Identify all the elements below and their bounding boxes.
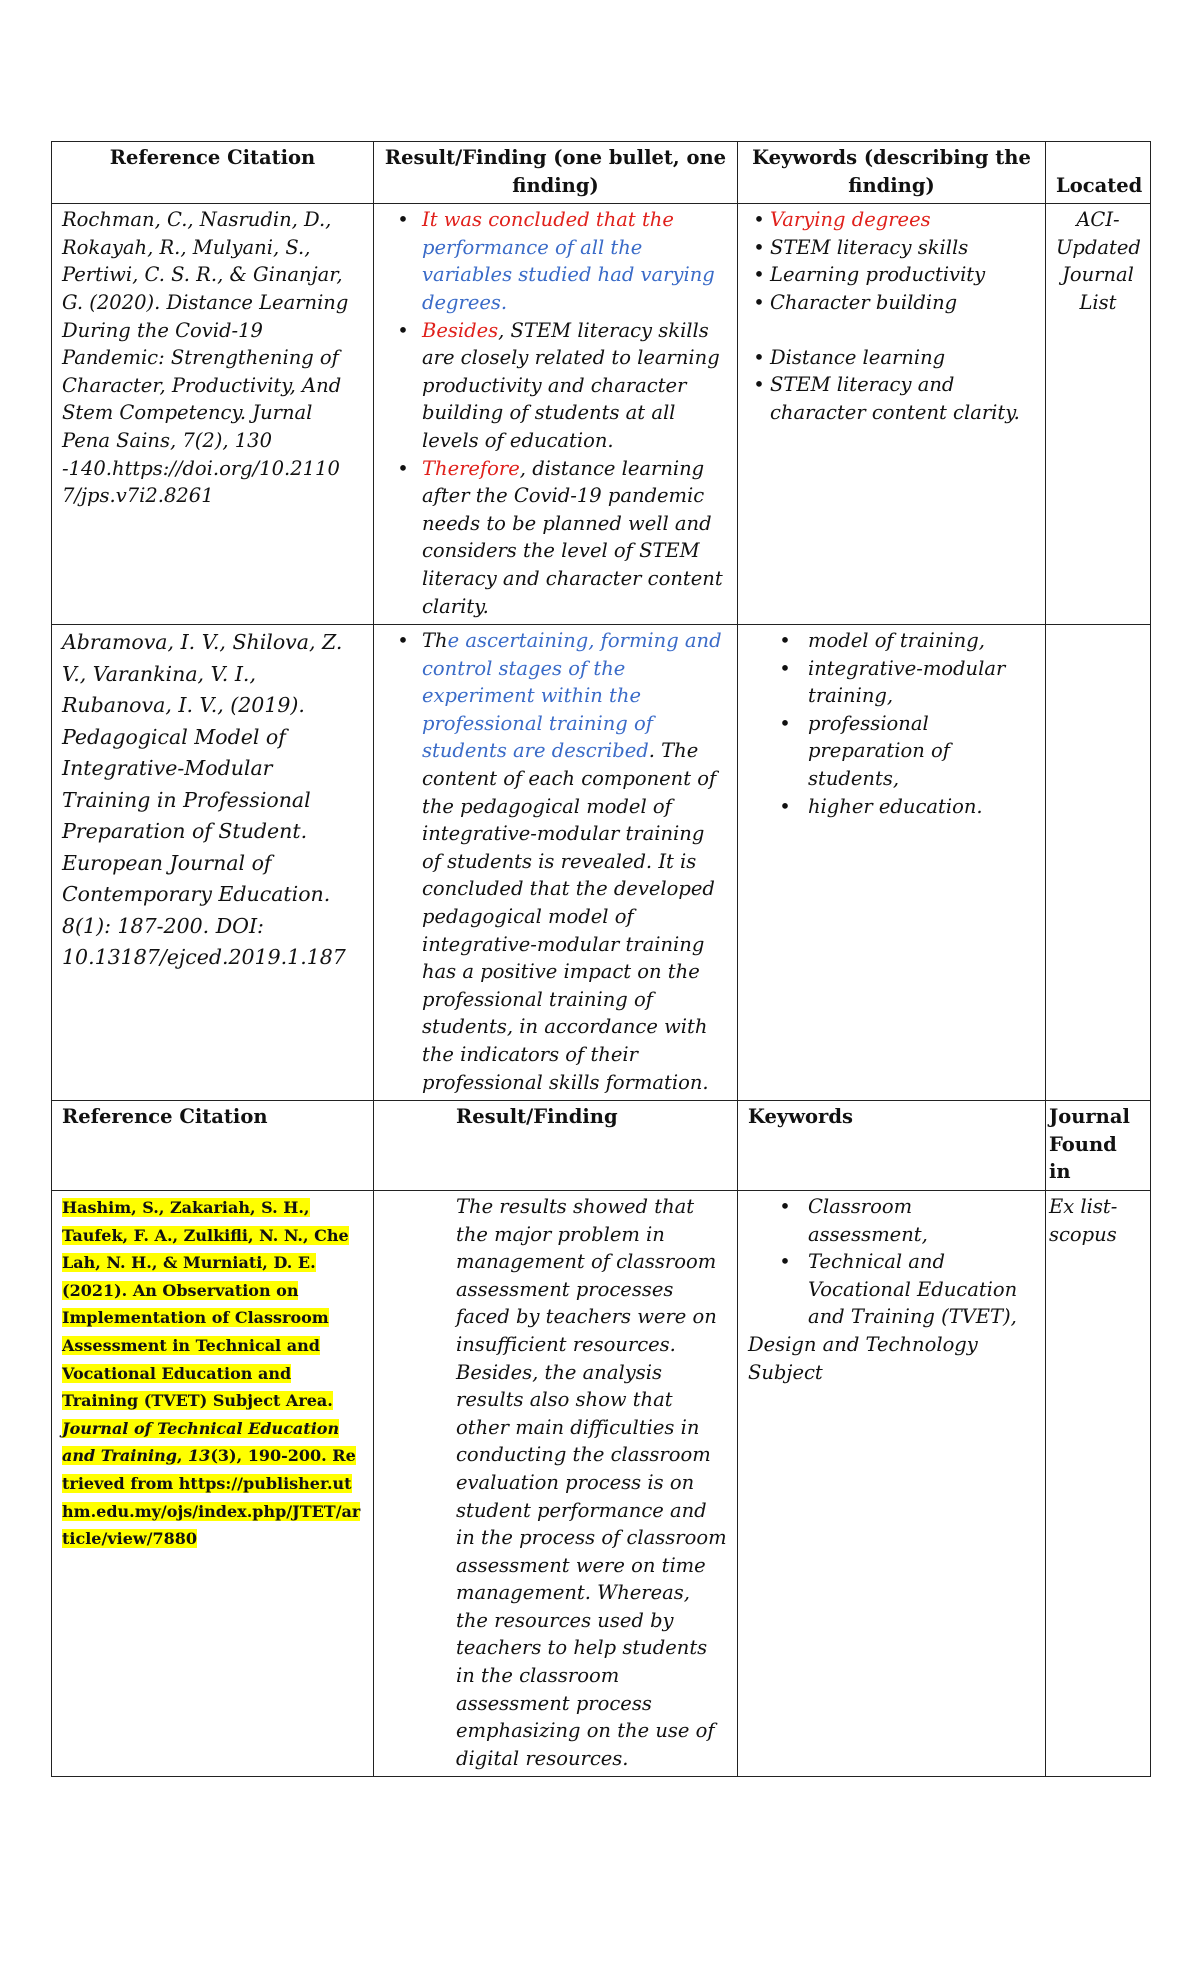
keyword-group-spacer — [748, 317, 1035, 344]
keyword-text: Learning productivity — [770, 263, 986, 287]
citation-volume: 13 — [188, 1446, 211, 1466]
table-row — [52, 625, 1151, 1101]
citation-text: Hashim, S., Zakariah, S. H., Taufek, F. A., Zulkifli, N. N., Che Lah, N. H., & Murniati, D. E. (2021). An Observation on Implementation of Classroom Assessment in Technical and Vocational Education and Training (TVET) Subject Area. — [62, 1197, 349, 1411]
finding-text: . The content of each component of the pedagogical model of integrative-modular training of students is revealed. It is concluded that the developed pedagogical model of integrative-modular training has a positive impact on the professional training of students, in accordance with the indicators of their professional skills formation. — [422, 739, 717, 1094]
keyword-text: Character building — [770, 290, 958, 314]
keywords-cell — [738, 204, 1046, 625]
citation-text: Abramova, I. V., Shilova, Z. V., Varankina, V. I., Rubanova, I. V., (2019). Pedagogical Model of Integrative-Modular Training in Professional Preparation of Student. European Journal of Contemporary Education. 8(1): 187-200. DOI: 10.13187/ejced.2019.1.187 — [62, 630, 346, 970]
bullet-icon: • — [397, 318, 409, 342]
keyword-item — [748, 1193, 1035, 1248]
finding-cell — [374, 625, 738, 1101]
keyword-item — [748, 234, 1035, 262]
table-header-row — [52, 1101, 1151, 1191]
literature-review-table — [51, 141, 1151, 1777]
keyword-text: STEM literacy and character content clarity. — [770, 373, 1020, 424]
journal-found-cell — [1046, 1190, 1151, 1776]
keyword-item — [748, 289, 1035, 317]
bullet-icon: • — [397, 208, 409, 232]
finding-highlight: e ascertaining, forming and control stages of the experiment within the professional training of students are described — [422, 629, 722, 763]
keyword-text: professional preparation of students, — [808, 711, 950, 791]
bullet-icon: • — [779, 794, 791, 818]
citation-cell — [52, 1190, 374, 1776]
header-journal-found-in: Journal Found in — [1046, 1101, 1151, 1191]
bullet-icon: • — [753, 345, 765, 369]
citation-text: Rochman, C., Nasrudin, D., Rokayah, R., Mulyani, S., Pertiwi, C. S. R., & Ginanjar, G. (2020). Distance Learning During the Covid-19 Pandemic: Strengthening of Character, Productivity, And Stem Competency. Jurnal Pena Sains, 7(2), 130 -140.https://doi.org/10.2110 7/jps.v7i2.8261 — [62, 208, 349, 508]
citation-journal: Journal of Technical Education and Training — [62, 1418, 340, 1466]
finding-text: , distance learning after the Covid-19 pandemic needs to be planned well and considers the level of STEM literacy and character content clarity. — [422, 456, 723, 618]
keyword-text: Varying degrees — [770, 208, 931, 232]
located-cell — [1046, 625, 1151, 1101]
keyword-list — [748, 627, 1035, 820]
finding-lead: Besides — [422, 318, 499, 342]
keyword-text: higher education. — [808, 794, 983, 818]
finding-list — [384, 206, 727, 620]
header-located — [1046, 142, 1151, 204]
finding-cell — [374, 1190, 738, 1776]
keyword-item — [748, 371, 1035, 426]
keyword-item — [748, 793, 1035, 821]
keyword-item — [748, 710, 1035, 793]
located-text: ACI-Updated Journal List — [1056, 208, 1141, 314]
citation-highlight — [62, 1198, 360, 1548]
bullet-icon: • — [397, 629, 409, 653]
finding-item — [384, 317, 727, 455]
keyword-text: model of training, — [808, 629, 985, 653]
bullet-icon: • — [779, 711, 791, 735]
finding-item — [384, 455, 727, 621]
keyword-text: Distance learning — [770, 345, 946, 369]
header-result-finding: Result/Finding (one bullet, one finding) — [374, 142, 738, 204]
finding-lead: It was concluded that the — [422, 208, 674, 232]
citation-cell — [52, 625, 374, 1101]
header-keywords: Keywords (describing the finding) — [738, 142, 1046, 204]
finding-lead: Therefore — [422, 456, 520, 480]
keyword-list — [748, 206, 1035, 316]
header-located-label: Located — [1056, 173, 1143, 197]
header-keywords: Keywords — [738, 1101, 1046, 1191]
citation-cell — [52, 204, 374, 625]
keywords-cell — [738, 1190, 1046, 1776]
finding-text: , STEM literacy skills are closely related to learning productivity and character building of students at all levels of education. — [422, 318, 720, 452]
keyword-item — [748, 206, 1035, 234]
bullet-icon: • — [779, 656, 791, 680]
finding-text: performance of all the variables studied had varying degrees. — [422, 235, 715, 314]
keyword-tail: Design and Technology Subject — [748, 1332, 978, 1384]
table-row — [52, 1190, 1151, 1776]
keyword-text: Technical and Vocational Education and Training (TVET), — [808, 1250, 1018, 1329]
keywords-cell — [738, 625, 1046, 1101]
keyword-text: Classroom assessment, — [808, 1194, 928, 1246]
header-reference-citation: Reference Citation — [52, 142, 374, 204]
finding-cell — [374, 204, 738, 625]
bullet-icon: • — [397, 456, 409, 480]
bullet-icon: • — [779, 1194, 791, 1218]
bullet-icon: • — [779, 1250, 791, 1274]
bullet-icon: • — [753, 263, 765, 287]
bullet-icon: • — [753, 235, 765, 259]
bullet-icon: • — [753, 208, 765, 232]
citation-text-tail: (3), 190-200. Retrieved from https://publisher.uthm.edu.my/ojs/index.php/JTET/article/view/7880 — [62, 1446, 361, 1549]
header-reference-citation: Reference Citation — [52, 1101, 374, 1191]
finding-list — [384, 627, 727, 1096]
keyword-item — [748, 655, 1035, 710]
bullet-icon: • — [779, 629, 791, 653]
keyword-text: STEM literacy skills — [770, 235, 969, 259]
keyword-item — [748, 627, 1035, 655]
table-header-row — [52, 142, 1151, 204]
journal-found-text: Ex list-scopus — [1049, 1194, 1118, 1246]
bullet-icon: • — [753, 290, 765, 314]
located-cell — [1046, 204, 1151, 625]
table-row — [52, 204, 1151, 625]
bullet-icon: • — [753, 373, 765, 397]
keyword-item — [748, 344, 1035, 372]
finding-prefix: Th — [422, 629, 448, 653]
keyword-item — [748, 261, 1035, 289]
keyword-item — [748, 1248, 1035, 1331]
citation-separator: , — [176, 1446, 189, 1466]
finding-item — [384, 627, 727, 1096]
keyword-list — [748, 344, 1035, 427]
finding-text: The results showed that the major problem in management of classroom assessment processes faced by teachers were on insufficient resources. Besides, the analysis results also show that other main difficulties in conducting the classroom evaluation process is on student performance and in the process of classroom assessment were on time management. Whereas, the resources used by teachers to help students in the classroom assessment process emphasizing on the use of digital resources. — [456, 1194, 727, 1770]
keyword-text: integrative-modular training, — [808, 656, 1006, 708]
finding-item — [384, 206, 727, 316]
keyword-list — [748, 1193, 1035, 1331]
header-result-finding: Result/Finding — [374, 1101, 738, 1191]
